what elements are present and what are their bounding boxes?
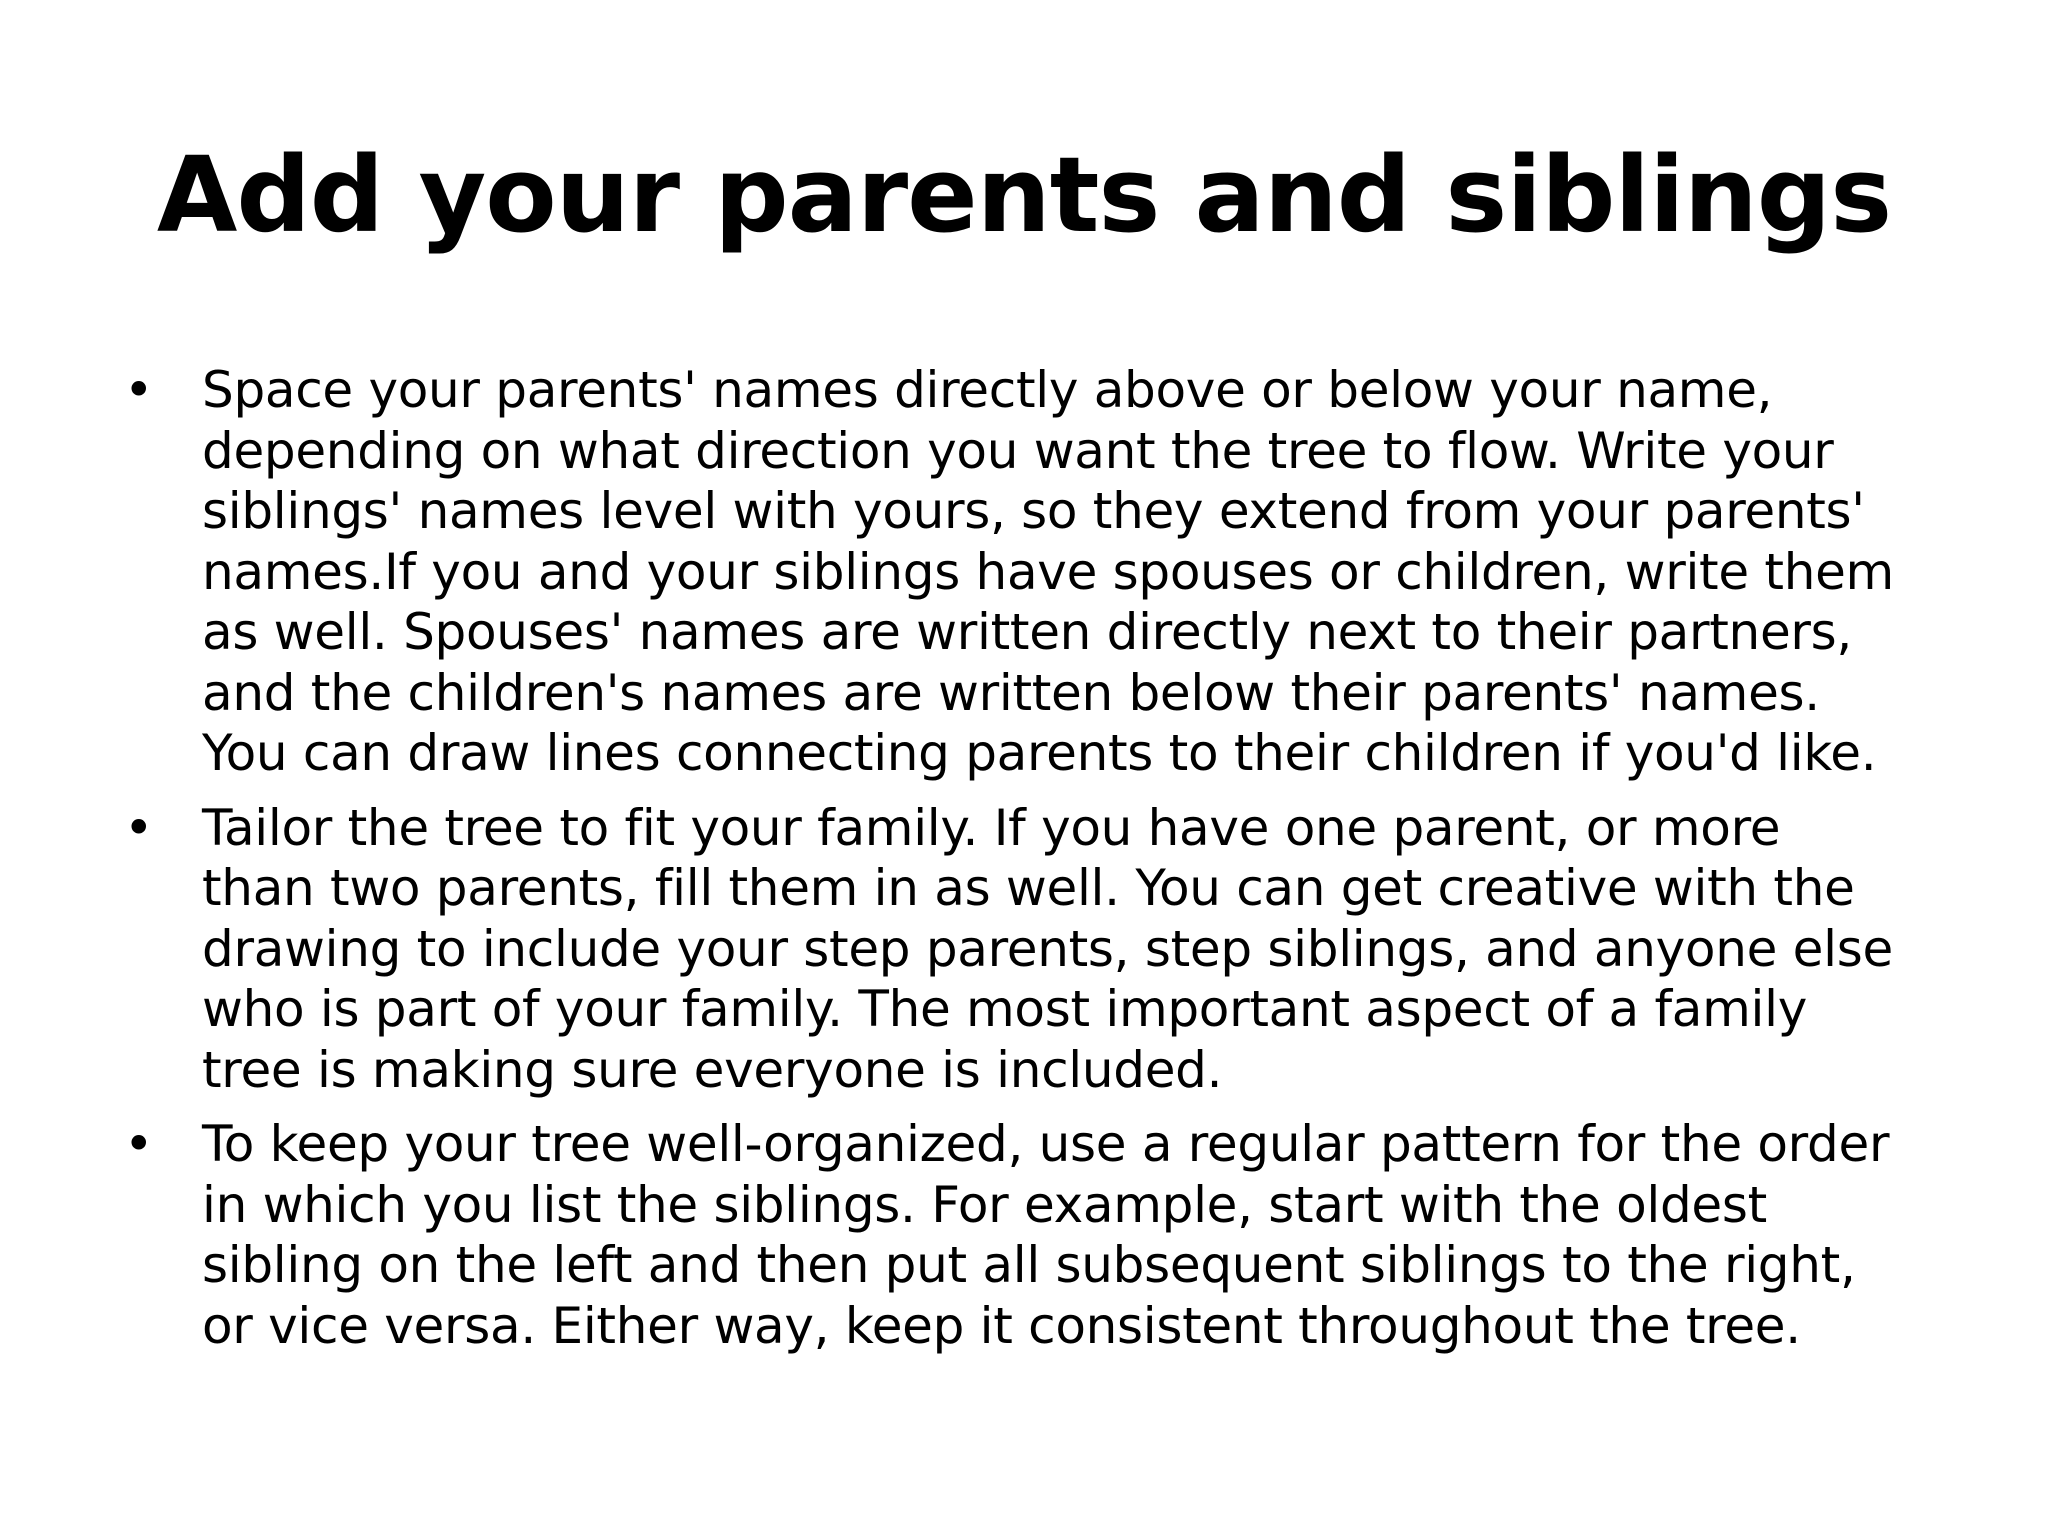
bullet-text-line: and the children's names are written below their parents' names. [202,663,1820,722]
bullet-dot-icon: • [124,361,154,419]
bullet-text-line: siblings' names level with yours, so they extend from your parents' [202,482,1865,540]
bullet-list [110,360,1980,1370]
bullet-item [110,798,1980,1101]
bullet-text-line: drawing to include your step parents, step siblings, and anyone else [202,919,1893,978]
bullet-item [110,1114,1980,1356]
bullet-text-line: Space your parents' names directly above or below your name, [202,361,1773,419]
bullet-item [110,360,1980,784]
bullet-text-line: or vice versa. Either way, keep it consistent throughout the tree. [202,1296,1801,1355]
bullet-text-line: as well. Spouses' names are written directly next to their partners, [202,603,1853,661]
bullet-text-line: Tailor the tree to fit your family. If you have one parent, or more [202,798,1781,857]
bullet-dot-icon: • [124,798,154,857]
bullet-text-line: than two parents, fill them in as well. You can get creative with the [202,859,1855,917]
bullet-text-line: names.If you and your siblings have spouses or children, write them [202,542,1894,601]
bullet-text-line: sibling on the left and then put all subsequent siblings to the right, [202,1236,1856,1294]
bullet-text-line: To keep your tree well-organized, use a regular pattern for the order [202,1115,1890,1173]
bullet-text-line: You can draw lines connecting parents to their children if you'd like. [202,724,1877,782]
bullet-text-line: in which you list the siblings. For example, start with the oldest [202,1175,1767,1234]
bullet-dot-icon: • [124,1115,154,1173]
bullet-text-line: tree is making sure everyone is included. [202,1040,1223,1099]
bullet-text-line: who is part of your family. The most important aspect of a family [202,980,1807,1038]
slide-title: Add your parents and siblings [156,134,1892,256]
bullet-text-line: depending on what direction you want the tree to flow. Write your [202,421,1834,480]
